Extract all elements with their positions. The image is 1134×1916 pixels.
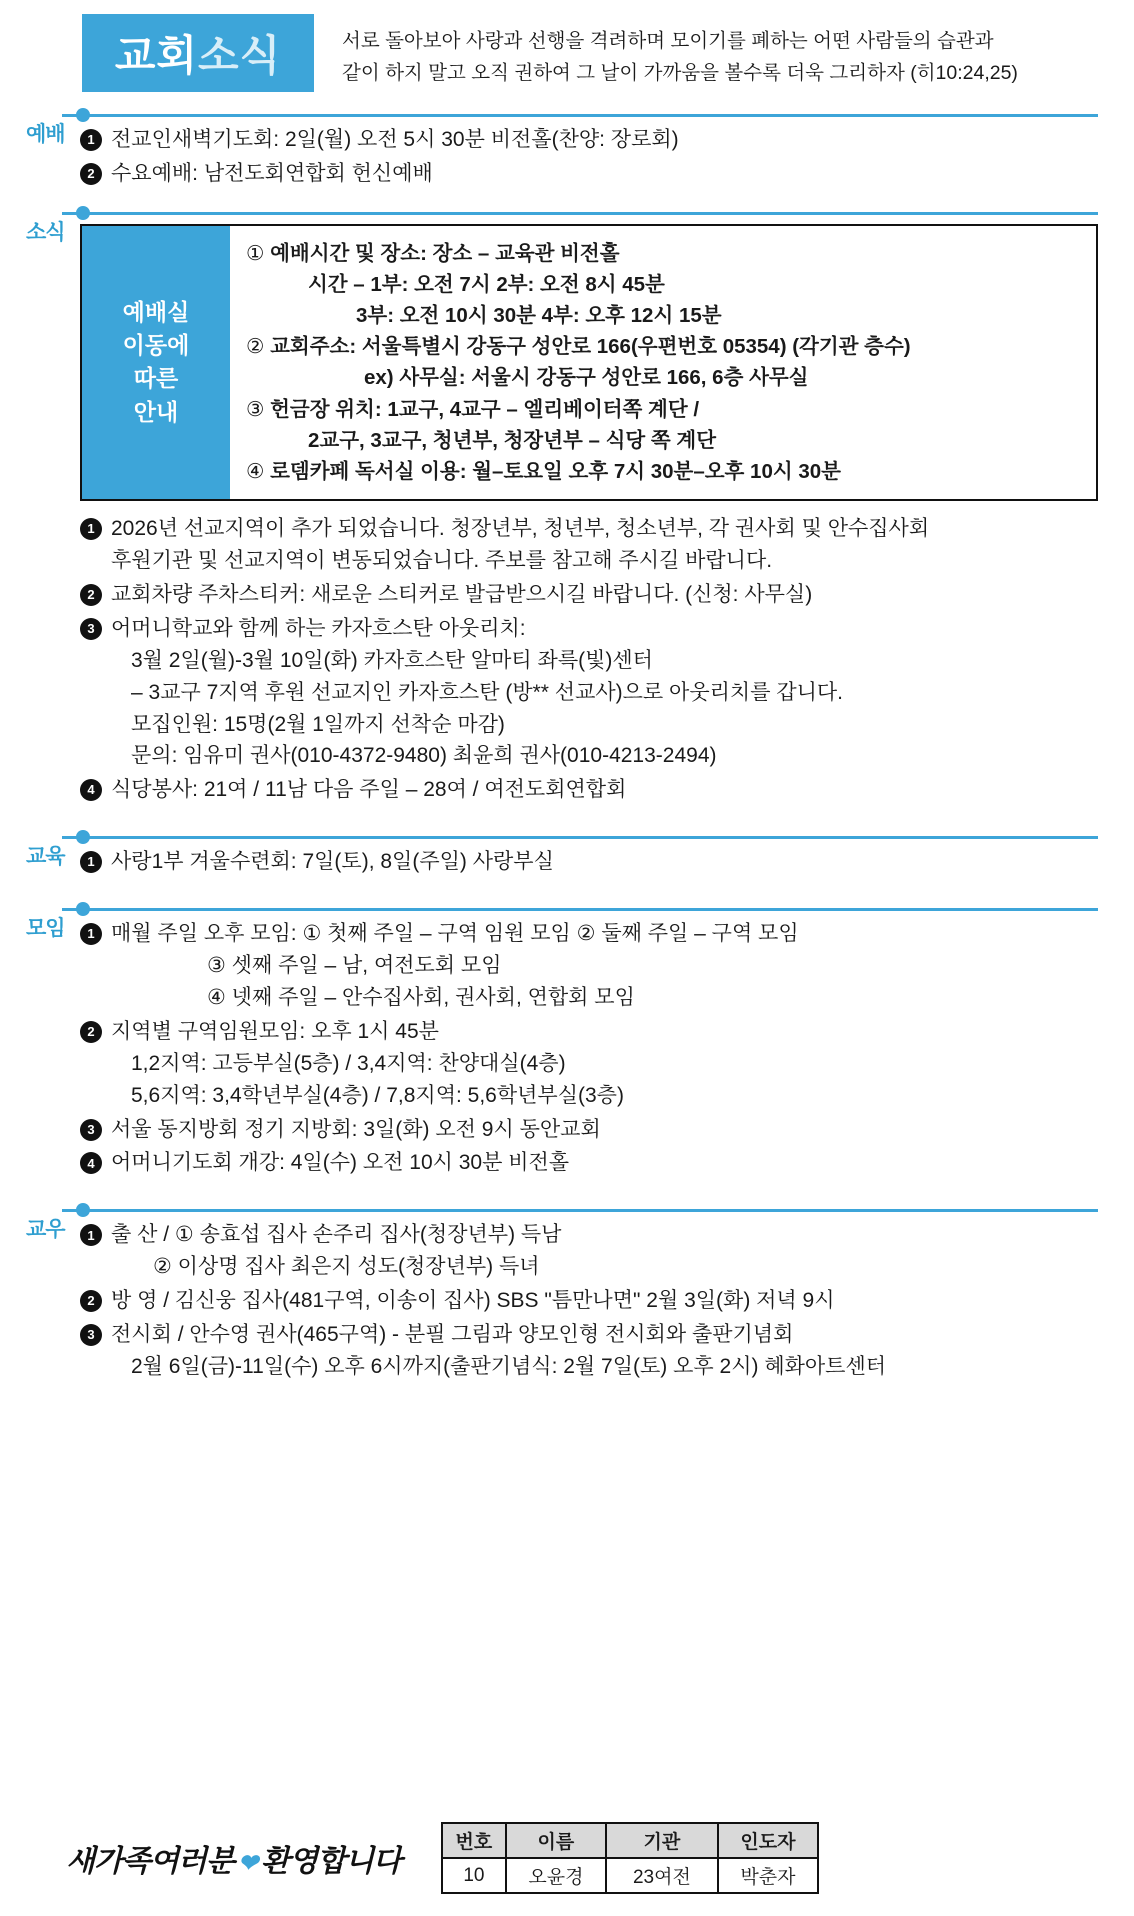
- section-label-fellowship: 교우: [26, 1218, 65, 1242]
- section-fellowship: [26, 1201, 1108, 1383]
- bullet-number: 3: [80, 1324, 102, 1346]
- section-body-news: [80, 511, 1108, 806]
- cell-name: 오윤경: [506, 1858, 606, 1893]
- notice-row: [246, 331, 1086, 362]
- page-footer: [26, 1822, 1108, 1894]
- cell-org: 23여전: [606, 1858, 718, 1893]
- bullet-number: 1: [80, 923, 102, 945]
- list-item: [80, 1219, 1108, 1283]
- section-label-news: 소식: [26, 220, 65, 244]
- text-line: 서울 동지방회 정기 지방회: 3일(화) 오전 9시 동안교회: [111, 1117, 601, 1141]
- bullet-number: 2: [80, 1021, 102, 1043]
- text-line: 매월 주일 오후 모임: ① 첫째 주일 – 구역 임원 모임 ② 둘째 주일 – 구역 모임: [111, 922, 799, 946]
- text-line: 후원기관 및 선교지역이 변동되었습니다. 주보를 참고해 주시길 바랍니다.: [111, 548, 773, 572]
- notice-box-content: [230, 226, 1096, 499]
- notice-row-rest: : 1교구, 4교구 – 엘리베이터쪽 계단 /: [374, 397, 700, 421]
- list-item-text: [111, 1114, 1108, 1146]
- list-item: [80, 1016, 1108, 1112]
- list-item: [80, 613, 1108, 773]
- notice-row: [246, 269, 1086, 300]
- notice-row-bold: 헌금장 위치: [270, 397, 375, 421]
- list-item: [80, 513, 1108, 577]
- text-line: 식당봉사: 21여 / 11남 다음 주일 – 28여 / 여전도회연합회: [111, 778, 627, 802]
- page-header: [26, 0, 1108, 92]
- notice-row-rest: ex) 사무실: 서울시 강동구 성안로 166, 6층 사무실: [364, 366, 809, 390]
- notice-row-rest: : 서울특별시 강동구 성안로 166(우편번호 05354) (각기관 층수): [349, 335, 911, 359]
- verse-line-2: 같이 하지 말고 오직 권하여 그 날이 가까움을 볼수록 더욱 그리하자 (히10:24,25): [342, 61, 1018, 84]
- logo-text: [115, 23, 281, 83]
- notice-row-rest: 2교구, 3교구, 청년부, 청장년부 – 식당 쪽 계단: [308, 428, 717, 452]
- scripture-verse: [342, 14, 1108, 89]
- divider-line: [62, 212, 1098, 215]
- notice-row-id: ②: [246, 335, 265, 359]
- bullet-number: 3: [80, 1119, 102, 1141]
- text-line: – 3교구 7지역 후원 선교지인 카자흐스탄 (방** 선교사)으로 아웃리치를 갑니다.: [131, 680, 844, 704]
- section-divider: [26, 828, 1108, 844]
- section-body-worship: [80, 122, 1108, 190]
- list-item-text: [111, 579, 1108, 611]
- notice-row: [246, 394, 1086, 425]
- divider-line: [62, 114, 1098, 117]
- divider-node-icon: [76, 830, 90, 844]
- text-line: 1,2지역: 고등부실(5층) / 3,4지역: 찬양대실(4층): [131, 1051, 566, 1075]
- bullet-number: 2: [80, 163, 102, 185]
- logo-word-2: 소식: [198, 32, 282, 79]
- bullet-number: 4: [80, 779, 102, 801]
- section-news: [26, 204, 1108, 806]
- divider-line: [62, 1209, 1098, 1212]
- divider-line: [62, 836, 1098, 839]
- divider-node-icon: [76, 108, 90, 122]
- column-header-no: 번호: [442, 1823, 506, 1858]
- list-item: [80, 1319, 1108, 1383]
- table-header-row: [442, 1823, 818, 1858]
- section-label-worship: 예배: [26, 123, 65, 146]
- notice-row-rest: 시간 – 1부: 오전 7시 2부: 오전 8시 45분: [308, 272, 665, 296]
- divider-line: [62, 908, 1098, 911]
- list-item-text: [111, 1319, 1108, 1383]
- section-divider: [26, 1201, 1108, 1217]
- text-line: 지역별 구역임원모임: 오후 1시 45분: [111, 1019, 439, 1043]
- list-item-text: [111, 613, 1108, 773]
- column-header-name: 이름: [506, 1823, 606, 1858]
- list-item-text: [111, 774, 1108, 806]
- heart-icon: ❤: [237, 1848, 257, 1877]
- list-item-text: 전교인새벽기도회: 2일(월) 오전 5시 30분 비전홀(찬양: 장로회): [111, 128, 679, 151]
- divider-node-icon: [76, 206, 90, 220]
- bullet-number: 1: [80, 518, 102, 540]
- column-header-org: 기관: [606, 1823, 718, 1858]
- text-line: 3월 2일(월)-3월 10일(화) 카자흐스탄 알마티 좌륵(빛)센터: [131, 648, 653, 672]
- text-line: 전시회 / 안수영 권사(465구역) - 분필 그림과 양모인형 전시회와 출판기념회: [111, 1323, 794, 1347]
- list-item-text: [111, 1219, 1108, 1283]
- section-label-meetings: 모임: [26, 917, 65, 941]
- list-item: [80, 918, 1108, 1014]
- list-item: [80, 1114, 1108, 1146]
- notice-box-title-text: 예배실 이동에 따른 안내: [122, 298, 190, 425]
- list-item: [80, 579, 1108, 611]
- logo-word-1: 교회: [114, 32, 198, 79]
- notice-row-id: ③: [246, 397, 265, 421]
- bullet-number: 2: [80, 1290, 102, 1312]
- section-meetings: [26, 900, 1108, 1179]
- section-label-education: 교육: [26, 845, 65, 869]
- text-line: 출 산 / ① 송효섭 집사 손주리 집사(청장년부) 득남: [111, 1223, 562, 1247]
- list-item-text: [111, 1285, 1108, 1317]
- bullet-number: 2: [80, 584, 102, 606]
- notice-row-bold: 교회주소: [270, 335, 350, 359]
- bullet-number: 1: [80, 129, 102, 151]
- list-item: [80, 1147, 1108, 1179]
- table-row: [442, 1858, 818, 1893]
- notice-row-id: ④: [246, 459, 265, 483]
- notice-row-id: ①: [246, 241, 265, 265]
- column-header-guide: 인도자: [718, 1823, 818, 1858]
- text-line: 모집인원: 15명(2월 1일까지 선착순 마감): [131, 712, 505, 736]
- section-divider: [26, 106, 1108, 122]
- text-line: 어머니학교와 함께 하는 카자흐스탄 아웃리치:: [111, 616, 526, 640]
- worship-relocation-notice-box: [80, 224, 1098, 501]
- notice-row-bold: 로뎀카페 독서실 이용: [270, 459, 460, 483]
- notice-row: [246, 425, 1086, 456]
- section-divider: [26, 900, 1108, 916]
- text-line: 5,6지역: 3,4학년부실(4층) / 7,8지역: 5,6학년부실(3층): [131, 1083, 624, 1107]
- notice-row: [246, 238, 1086, 269]
- section-body-fellowship: [80, 1217, 1108, 1383]
- notice-row: [246, 362, 1086, 393]
- section-divider: [26, 204, 1108, 220]
- bullet-number: 3: [80, 618, 102, 640]
- list-item: [80, 846, 1108, 878]
- welcome-text-2: 환영합니다: [261, 1844, 401, 1879]
- list-item-text: 수요예배: 남전도회연합회 헌신예배: [111, 161, 433, 185]
- notice-row: [246, 300, 1086, 331]
- notice-box-title: [82, 226, 230, 499]
- notice-row: [246, 456, 1086, 487]
- text-line: ④ 넷째 주일 – 안수집사회, 권사회, 연합회 모임: [207, 985, 635, 1009]
- bulletin-logo: [82, 14, 314, 92]
- notice-row-bold: 예배시간 및 장소: [270, 241, 421, 265]
- cell-guide: 박춘자: [718, 1858, 818, 1893]
- notice-row-rest: : 장소 – 교육관 비전홀: [420, 241, 620, 265]
- bullet-number: 1: [80, 851, 102, 873]
- bullet-number: 1: [80, 1224, 102, 1246]
- text-line: 문의: 임유미 권사(010-4372-9480) 최윤희 권사(010-4213-2494): [131, 744, 717, 768]
- list-item-text: [111, 918, 1108, 1014]
- list-item: [80, 774, 1108, 806]
- text-line: 2026년 선교지역이 추가 되었습니다. 청장년부, 청년부, 청소년부, 각 권사회 및 안수집사회: [111, 517, 930, 541]
- text-line: 교회차량 주차스티커: 새로운 스티커로 발급받으시길 바랍니다. (신청: 사무실): [111, 582, 813, 606]
- text-line: 2월 6일(금)-11일(수) 오후 6시까지(출판기념식: 2월 7일(토) 오후 2시) 혜화아트센터: [131, 1355, 887, 1378]
- welcome-text-1: 새가족여러분: [66, 1844, 234, 1879]
- list-item: [80, 1285, 1108, 1317]
- divider-node-icon: [76, 902, 90, 916]
- list-item-text: [111, 1016, 1108, 1112]
- new-visitor-table: [441, 1822, 819, 1894]
- list-item-text: 사랑1부 겨울수련회: 7일(토), 8일(주일) 사랑부실: [111, 850, 554, 874]
- list-item: [80, 124, 1108, 156]
- list-item: [80, 158, 1108, 190]
- cell-no: 10: [442, 1858, 506, 1893]
- text-line: 방 영 / 김신웅 집사(481구역, 이송이 집사) SBS "틈만나면" 2월 3일(화) 저녁 9시: [111, 1289, 835, 1313]
- list-item-text: [111, 1147, 1108, 1179]
- text-line: ② 이상명 집사 최은지 성도(청장년부) 득녀: [153, 1255, 540, 1279]
- divider-node-icon: [76, 1203, 90, 1217]
- section-worship: [26, 106, 1108, 190]
- welcome-calligraphy: [66, 1836, 401, 1880]
- notice-row-rest: 3부: 오전 10시 30분 4부: 오후 12시 15분: [356, 304, 722, 328]
- text-line: ③ 셋째 주일 – 남, 여전도회 모임: [207, 954, 502, 978]
- notice-row-rest: : 월–토요일 오후 7시 30분–오후 10시 30분: [459, 459, 841, 483]
- bullet-number: 4: [80, 1152, 102, 1174]
- section-body-education: [80, 844, 1108, 878]
- text-line: 어머니기도회 개강: 4일(수) 오전 10시 30분 비전홀: [111, 1151, 570, 1175]
- list-item-text: [111, 513, 1108, 577]
- section-education: [26, 828, 1108, 878]
- verse-line-1: 서로 돌아보아 사랑과 선행을 격려하며 모이기를 폐하는 어떤 사람들의 습관과: [342, 30, 994, 52]
- section-body-meetings: [80, 916, 1108, 1179]
